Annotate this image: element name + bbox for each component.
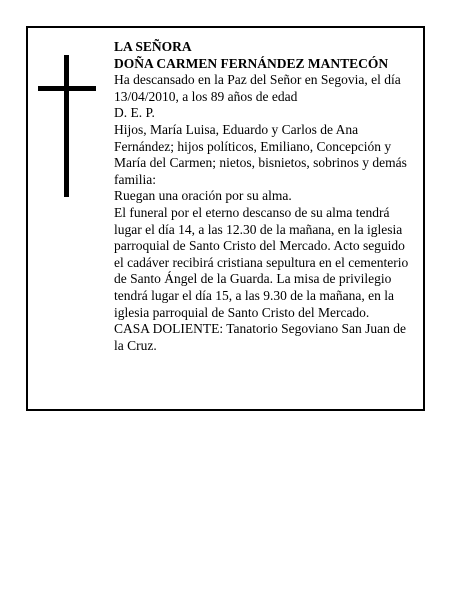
death-notice: Ha descansado en la Paz del Señor en Segovia, el día 13/04/2010, a los 89 años de edad (114, 72, 401, 104)
prayer-request: Ruegan una oración por su alma. (114, 188, 292, 204)
obituary-text (114, 39, 418, 354)
cross-vertical-bar (64, 55, 69, 197)
deceased-name: DOÑA CARMEN FERNÁNDEZ MANTECÓN (114, 55, 389, 71)
mourning-house: CASA DOLIENTE: Tanatorio Segoviano San Juan de la Cruz. (114, 321, 407, 353)
cross-icon (38, 55, 96, 197)
funeral-details: El funeral por el eterno descanso de su alma tendrá lugar el día 14, a las 12.30 de la mañana, en la iglesia parroquial de Santo Cristo del Mercado. Acto seguido el cadáver recibirá cristiana sepultura en el cementerio de Santo Ángel de la Guarda. La misa de privilegio tendrá lugar el día 15, a las 9.30 de la mañana, en la iglesia parroquial de Santo Cristo del Mercado. (114, 204, 409, 320)
cross-horizontal-bar (38, 86, 96, 91)
rip-abbreviation: D. E. P. (114, 105, 155, 121)
heading-title: LA SEÑORA (114, 39, 192, 54)
family-list: Hijos, María Luisa, Eduardo y Carlos de Ana Fernández; hijos políticos, Emiliano, Concepción y María del Carmen; nietos, bisnietos, sobrinos y demás familia: (114, 121, 407, 187)
